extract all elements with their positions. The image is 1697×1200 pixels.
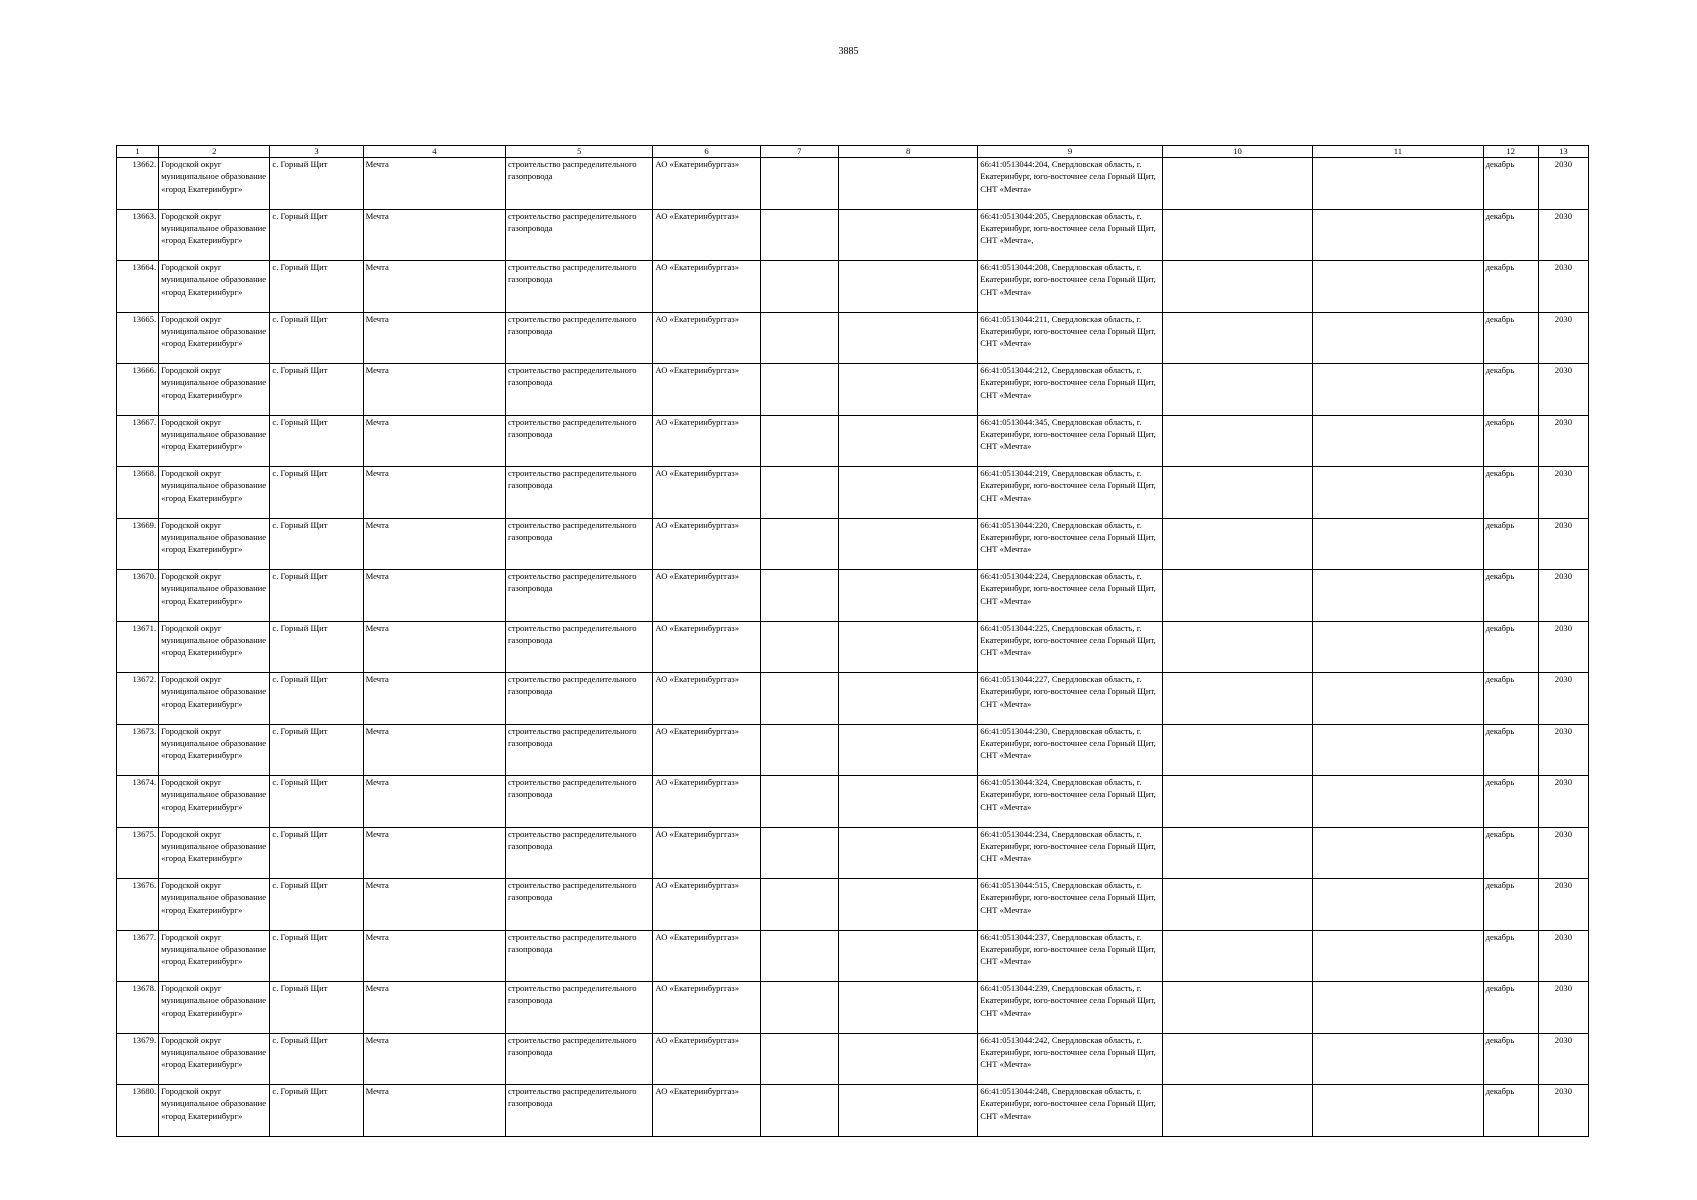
month-cell: декабрь (1483, 467, 1538, 519)
column-8-cell (838, 467, 977, 519)
column-7-cell (760, 312, 838, 364)
row-number: 13671. (117, 621, 159, 673)
table-row (117, 1085, 1589, 1137)
month-cell: декабрь (1483, 879, 1538, 931)
month-cell: декабрь (1483, 982, 1538, 1034)
location-cell: 66:41:0513044:212, Свердловская область, г. Екатеринбург, юго-восточнее села Горный Щит, СНТ «Мечта» (978, 364, 1163, 416)
settlement-cell: с. Горный Щит (270, 364, 363, 416)
year-cell: 2030 (1538, 982, 1588, 1034)
column-8-cell (838, 724, 977, 776)
settlement-cell: с. Горный Щит (270, 724, 363, 776)
purpose-cell: строительство распределительного газопровода (506, 312, 653, 364)
purpose-cell: строительство распределительного газопровода (506, 261, 653, 313)
organization-cell: АО «Екатеринбурггаз» (653, 621, 760, 673)
row-number: 13679. (117, 1033, 159, 1085)
year-cell: 2030 (1538, 312, 1588, 364)
column-8-cell (838, 570, 977, 622)
table-row (117, 776, 1589, 828)
place-cell: Мечта (363, 158, 505, 210)
table-row (117, 518, 1589, 570)
column-11-cell (1313, 364, 1483, 416)
purpose-cell: строительство распределительного газопровода (506, 776, 653, 828)
column-8-cell (838, 1085, 977, 1137)
column-11-cell (1313, 415, 1483, 467)
table-row (117, 673, 1589, 725)
column-10-cell (1162, 673, 1312, 725)
column-7-cell (760, 673, 838, 725)
municipality-cell: Городской округ муниципальное образование «город Екатеринбург» (159, 1033, 270, 1085)
location-cell: 66:41:0513044:234, Свердловская область, г. Екатеринбург, юго-восточнее села Горный Щит, СНТ «Мечта» (978, 827, 1163, 879)
year-cell: 2030 (1538, 827, 1588, 879)
column-10-cell (1162, 879, 1312, 931)
column-header: 11 (1313, 146, 1483, 158)
row-number: 13670. (117, 570, 159, 622)
purpose-cell: строительство распределительного газопровода (506, 158, 653, 210)
location-cell: 66:41:0513044:345, Свердловская область, г. Екатеринбург, юго-восточнее села Горный Щит, СНТ «Мечта» (978, 415, 1163, 467)
location-cell: 66:41:0513044:211, Свердловская область, г. Екатеринбург, юго-восточнее села Горный Щит, СНТ «Мечта» (978, 312, 1163, 364)
settlement-cell: с. Горный Щит (270, 209, 363, 261)
location-cell: 66:41:0513044:237, Свердловская область, г. Екатеринбург, юго-восточнее села Горный Щит, СНТ «Мечта» (978, 930, 1163, 982)
row-number: 13664. (117, 261, 159, 313)
place-cell: Мечта (363, 415, 505, 467)
organization-cell: АО «Екатеринбурггаз» (653, 261, 760, 313)
row-number: 13672. (117, 673, 159, 725)
column-10-cell (1162, 570, 1312, 622)
row-number: 13666. (117, 364, 159, 416)
column-7-cell (760, 209, 838, 261)
column-10-cell (1162, 1033, 1312, 1085)
column-7-cell (760, 621, 838, 673)
year-cell: 2030 (1538, 364, 1588, 416)
location-cell: 66:41:0513044:230, Свердловская область, г. Екатеринбург, юго-восточнее села Горный Щит, СНТ «Мечта» (978, 724, 1163, 776)
year-cell: 2030 (1538, 415, 1588, 467)
month-cell: декабрь (1483, 930, 1538, 982)
table-row (117, 261, 1589, 313)
column-10-cell (1162, 930, 1312, 982)
municipality-cell: Городской округ муниципальное образование «город Екатеринбург» (159, 467, 270, 519)
column-8-cell (838, 261, 977, 313)
organization-cell: АО «Екатеринбурггаз» (653, 1085, 760, 1137)
settlement-cell: с. Горный Щит (270, 518, 363, 570)
place-cell: Мечта (363, 673, 505, 725)
column-8-cell (838, 364, 977, 416)
row-number: 13667. (117, 415, 159, 467)
settlement-cell: с. Горный Щит (270, 158, 363, 210)
settlement-cell: с. Горный Щит (270, 982, 363, 1034)
row-number: 13668. (117, 467, 159, 519)
municipality-cell: Городской округ муниципальное образование «город Екатеринбург» (159, 724, 270, 776)
table-row (117, 930, 1589, 982)
column-11-cell (1313, 1033, 1483, 1085)
purpose-cell: строительство распределительного газопровода (506, 467, 653, 519)
organization-cell: АО «Екатеринбурггаз» (653, 1033, 760, 1085)
column-11-cell (1313, 312, 1483, 364)
column-7-cell (760, 467, 838, 519)
column-10-cell (1162, 827, 1312, 879)
month-cell: декабрь (1483, 570, 1538, 622)
purpose-cell: строительство распределительного газопровода (506, 724, 653, 776)
municipality-cell: Городской округ муниципальное образование «город Екатеринбург» (159, 570, 270, 622)
municipality-cell: Городской округ муниципальное образование «город Екатеринбург» (159, 930, 270, 982)
place-cell: Мечта (363, 724, 505, 776)
place-cell: Мечта (363, 570, 505, 622)
purpose-cell: строительство распределительного газопровода (506, 879, 653, 931)
place-cell: Мечта (363, 467, 505, 519)
location-cell: 66:41:0513044:239, Свердловская область, г. Екатеринбург, юго-восточнее села Горный Щит, СНТ «Мечта» (978, 982, 1163, 1034)
table-row (117, 415, 1589, 467)
column-8-cell (838, 930, 977, 982)
column-11-cell (1313, 518, 1483, 570)
organization-cell: АО «Екатеринбурггаз» (653, 570, 760, 622)
column-10-cell (1162, 982, 1312, 1034)
place-cell: Мечта (363, 1033, 505, 1085)
column-10-cell (1162, 776, 1312, 828)
location-cell: 66:41:0513044:220, Свердловская область, г. Екатеринбург, юго-восточнее села Горный Щит, СНТ «Мечта» (978, 518, 1163, 570)
month-cell: декабрь (1483, 776, 1538, 828)
year-cell: 2030 (1538, 158, 1588, 210)
place-cell: Мечта (363, 518, 505, 570)
settlement-cell: с. Горный Щит (270, 570, 363, 622)
organization-cell: АО «Екатеринбурггаз» (653, 827, 760, 879)
table-row (117, 982, 1589, 1034)
row-number: 13674. (117, 776, 159, 828)
column-10-cell (1162, 415, 1312, 467)
purpose-cell: строительство распределительного газопровода (506, 930, 653, 982)
purpose-cell: строительство распределительного газопровода (506, 982, 653, 1034)
column-8-cell (838, 827, 977, 879)
column-11-cell (1313, 158, 1483, 210)
column-header: 1 (117, 146, 159, 158)
column-7-cell (760, 158, 838, 210)
column-number-row (117, 146, 1589, 158)
settlement-cell: с. Горный Щит (270, 879, 363, 931)
organization-cell: АО «Екатеринбурггаз» (653, 982, 760, 1034)
purpose-cell: строительство распределительного газопровода (506, 1033, 653, 1085)
municipality-cell: Городской округ муниципальное образование «город Екатеринбург» (159, 827, 270, 879)
column-8-cell (838, 673, 977, 725)
column-7-cell (760, 982, 838, 1034)
column-8-cell (838, 776, 977, 828)
row-number: 13676. (117, 879, 159, 931)
column-header: 7 (760, 146, 838, 158)
column-8-cell (838, 415, 977, 467)
place-cell: Мечта (363, 827, 505, 879)
column-11-cell (1313, 982, 1483, 1034)
location-cell: 66:41:0513044:324, Свердловская область, г. Екатеринбург, юго-восточнее села Горный Щит, СНТ «Мечта» (978, 776, 1163, 828)
purpose-cell: строительство распределительного газопровода (506, 415, 653, 467)
column-7-cell (760, 518, 838, 570)
year-cell: 2030 (1538, 1033, 1588, 1085)
purpose-cell: строительство распределительного газопровода (506, 1085, 653, 1137)
column-7-cell (760, 1085, 838, 1137)
column-8-cell (838, 879, 977, 931)
column-header: 5 (506, 146, 653, 158)
column-11-cell (1313, 261, 1483, 313)
column-header: 12 (1483, 146, 1538, 158)
month-cell: декабрь (1483, 827, 1538, 879)
column-header: 9 (978, 146, 1163, 158)
column-8-cell (838, 982, 977, 1034)
table-row (117, 570, 1589, 622)
month-cell: декабрь (1483, 364, 1538, 416)
organization-cell: АО «Екатеринбурггаз» (653, 364, 760, 416)
location-cell: 66:41:0513044:225, Свердловская область, г. Екатеринбург, юго-восточнее села Горный Щит, СНТ «Мечта» (978, 621, 1163, 673)
row-number: 13673. (117, 724, 159, 776)
row-number: 13665. (117, 312, 159, 364)
municipality-cell: Городской округ муниципальное образование «город Екатеринбург» (159, 621, 270, 673)
row-number: 13663. (117, 209, 159, 261)
table-row (117, 879, 1589, 931)
month-cell: декабрь (1483, 724, 1538, 776)
register-table (116, 145, 1589, 1137)
column-11-cell (1313, 724, 1483, 776)
column-7-cell (760, 930, 838, 982)
place-cell: Мечта (363, 261, 505, 313)
column-11-cell (1313, 209, 1483, 261)
location-cell: 66:41:0513044:515, Свердловская область, г. Екатеринбург, юго-восточнее села Горный Щит, СНТ «Мечта» (978, 879, 1163, 931)
settlement-cell: с. Горный Щит (270, 1033, 363, 1085)
settlement-cell: с. Горный Щит (270, 827, 363, 879)
column-10-cell (1162, 621, 1312, 673)
year-cell: 2030 (1538, 467, 1588, 519)
municipality-cell: Городской округ муниципальное образование «город Екатеринбург» (159, 261, 270, 313)
table-row (117, 209, 1589, 261)
settlement-cell: с. Горный Щит (270, 312, 363, 364)
column-11-cell (1313, 467, 1483, 519)
place-cell: Мечта (363, 982, 505, 1034)
row-number: 13680. (117, 1085, 159, 1137)
column-header: 6 (653, 146, 760, 158)
organization-cell: АО «Екатеринбурггаз» (653, 930, 760, 982)
year-cell: 2030 (1538, 518, 1588, 570)
settlement-cell: с. Горный Щит (270, 621, 363, 673)
purpose-cell: строительство распределительного газопровода (506, 570, 653, 622)
row-number: 13678. (117, 982, 159, 1034)
place-cell: Мечта (363, 312, 505, 364)
column-7-cell (760, 415, 838, 467)
month-cell: декабрь (1483, 415, 1538, 467)
purpose-cell: строительство распределительного газопровода (506, 673, 653, 725)
settlement-cell: с. Горный Щит (270, 467, 363, 519)
organization-cell: АО «Екатеринбурггаз» (653, 158, 760, 210)
table-row (117, 827, 1589, 879)
month-cell: декабрь (1483, 312, 1538, 364)
column-7-cell (760, 570, 838, 622)
place-cell: Мечта (363, 879, 505, 931)
purpose-cell: строительство распределительного газопровода (506, 621, 653, 673)
column-10-cell (1162, 467, 1312, 519)
column-7-cell (760, 724, 838, 776)
column-8-cell (838, 312, 977, 364)
column-header: 8 (838, 146, 977, 158)
place-cell: Мечта (363, 1085, 505, 1137)
column-10-cell (1162, 312, 1312, 364)
column-header: 13 (1538, 146, 1588, 158)
month-cell: декабрь (1483, 673, 1538, 725)
year-cell: 2030 (1538, 261, 1588, 313)
municipality-cell: Городской округ муниципальное образование «город Екатеринбург» (159, 673, 270, 725)
organization-cell: АО «Екатеринбурггаз» (653, 879, 760, 931)
column-8-cell (838, 518, 977, 570)
column-8-cell (838, 209, 977, 261)
location-cell: 66:41:0513044:208, Свердловская область, г. Екатеринбург, юго-восточнее села Горный Щит, СНТ «Мечта» (978, 261, 1163, 313)
municipality-cell: Городской округ муниципальное образование «город Екатеринбург» (159, 1085, 270, 1137)
year-cell: 2030 (1538, 209, 1588, 261)
municipality-cell: Городской округ муниципальное образование «город Екатеринбург» (159, 209, 270, 261)
row-number: 13669. (117, 518, 159, 570)
table-row (117, 467, 1589, 519)
table-row (117, 1033, 1589, 1085)
year-cell: 2030 (1538, 930, 1588, 982)
organization-cell: АО «Екатеринбурггаз» (653, 776, 760, 828)
column-8-cell (838, 158, 977, 210)
page-number: 3885 (838, 46, 859, 57)
column-10-cell (1162, 1085, 1312, 1137)
column-7-cell (760, 261, 838, 313)
column-11-cell (1313, 776, 1483, 828)
organization-cell: АО «Екатеринбурггаз» (653, 209, 760, 261)
location-cell: 66:41:0513044:242, Свердловская область, г. Екатеринбург, юго-восточнее села Горный Щит, СНТ «Мечта» (978, 1033, 1163, 1085)
column-10-cell (1162, 364, 1312, 416)
organization-cell: АО «Екатеринбурггаз» (653, 518, 760, 570)
column-header: 10 (1162, 146, 1312, 158)
place-cell: Мечта (363, 930, 505, 982)
year-cell: 2030 (1538, 776, 1588, 828)
purpose-cell: строительство распределительного газопровода (506, 209, 653, 261)
organization-cell: АО «Екатеринбурггаз» (653, 724, 760, 776)
municipality-cell: Городской округ муниципальное образование «город Екатеринбург» (159, 158, 270, 210)
municipality-cell: Городской округ муниципальное образование «город Екатеринбург» (159, 776, 270, 828)
column-10-cell (1162, 724, 1312, 776)
row-number: 13675. (117, 827, 159, 879)
table-row (117, 312, 1589, 364)
organization-cell: АО «Екатеринбурггаз» (653, 415, 760, 467)
column-7-cell (760, 879, 838, 931)
settlement-cell: с. Горный Щит (270, 1085, 363, 1137)
year-cell: 2030 (1538, 1085, 1588, 1137)
month-cell: декабрь (1483, 518, 1538, 570)
column-10-cell (1162, 261, 1312, 313)
column-8-cell (838, 621, 977, 673)
month-cell: декабрь (1483, 261, 1538, 313)
place-cell: Мечта (363, 621, 505, 673)
column-10-cell (1162, 518, 1312, 570)
column-10-cell (1162, 209, 1312, 261)
municipality-cell: Городской округ муниципальное образование «город Екатеринбург» (159, 982, 270, 1034)
municipality-cell: Городской округ муниципальное образование «город Екатеринбург» (159, 518, 270, 570)
place-cell: Мечта (363, 776, 505, 828)
column-7-cell (760, 1033, 838, 1085)
month-cell: декабрь (1483, 209, 1538, 261)
year-cell: 2030 (1538, 673, 1588, 725)
place-cell: Мечта (363, 364, 505, 416)
location-cell: 66:41:0513044:248, Свердловская область, г. Екатеринбург, юго-восточнее села Горный Щит, СНТ «Мечта» (978, 1085, 1163, 1137)
municipality-cell: Городской округ муниципальное образование «город Екатеринбург» (159, 312, 270, 364)
place-cell: Мечта (363, 209, 505, 261)
year-cell: 2030 (1538, 879, 1588, 931)
month-cell: декабрь (1483, 1033, 1538, 1085)
column-7-cell (760, 827, 838, 879)
column-header: 2 (159, 146, 270, 158)
settlement-cell: с. Горный Щит (270, 776, 363, 828)
organization-cell: АО «Екатеринбурггаз» (653, 673, 760, 725)
row-number: 13677. (117, 930, 159, 982)
column-header: 3 (270, 146, 363, 158)
location-cell: 66:41:0513044:205, Свердловская область, г. Екатеринбург, юго-восточнее села Горный Щит, СНТ «Мечта», (978, 209, 1163, 261)
location-cell: 66:41:0513044:224, Свердловская область, г. Екатеринбург, юго-восточнее села Горный Щит, СНТ «Мечта» (978, 570, 1163, 622)
column-11-cell (1313, 1085, 1483, 1137)
settlement-cell: с. Горный Щит (270, 261, 363, 313)
location-cell: 66:41:0513044:227, Свердловская область, г. Екатеринбург, юго-восточнее села Горный Щит, СНТ «Мечта» (978, 673, 1163, 725)
column-11-cell (1313, 930, 1483, 982)
column-11-cell (1313, 570, 1483, 622)
purpose-cell: строительство распределительного газопровода (506, 364, 653, 416)
location-cell: 66:41:0513044:204, Свердловская область, г. Екатеринбург, юго-восточнее села Горный Щит, СНТ «Мечта» (978, 158, 1163, 210)
settlement-cell: с. Горный Щит (270, 673, 363, 725)
column-11-cell (1313, 673, 1483, 725)
location-cell: 66:41:0513044:219, Свердловская область, г. Екатеринбург, юго-восточнее села Горный Щит, СНТ «Мечта» (978, 467, 1163, 519)
year-cell: 2030 (1538, 621, 1588, 673)
column-10-cell (1162, 158, 1312, 210)
column-7-cell (760, 776, 838, 828)
purpose-cell: строительство распределительного газопровода (506, 518, 653, 570)
column-7-cell (760, 364, 838, 416)
table-row (117, 724, 1589, 776)
column-header: 4 (363, 146, 505, 158)
organization-cell: АО «Екатеринбурггаз» (653, 312, 760, 364)
table-row (117, 364, 1589, 416)
column-11-cell (1313, 879, 1483, 931)
year-cell: 2030 (1538, 570, 1588, 622)
year-cell: 2030 (1538, 724, 1588, 776)
settlement-cell: с. Горный Щит (270, 415, 363, 467)
municipality-cell: Городской округ муниципальное образование «город Екатеринбург» (159, 364, 270, 416)
month-cell: декабрь (1483, 1085, 1538, 1137)
row-number: 13662. (117, 158, 159, 210)
organization-cell: АО «Екатеринбурггаз» (653, 467, 760, 519)
month-cell: декабрь (1483, 158, 1538, 210)
month-cell: декабрь (1483, 621, 1538, 673)
purpose-cell: строительство распределительного газопровода (506, 827, 653, 879)
municipality-cell: Городской округ муниципальное образование «город Екатеринбург» (159, 415, 270, 467)
column-11-cell (1313, 621, 1483, 673)
settlement-cell: с. Горный Щит (270, 930, 363, 982)
table-row (117, 621, 1589, 673)
column-11-cell (1313, 827, 1483, 879)
municipality-cell: Городской округ муниципальное образование «город Екатеринбург» (159, 879, 270, 931)
table-row (117, 158, 1589, 210)
column-8-cell (838, 1033, 977, 1085)
